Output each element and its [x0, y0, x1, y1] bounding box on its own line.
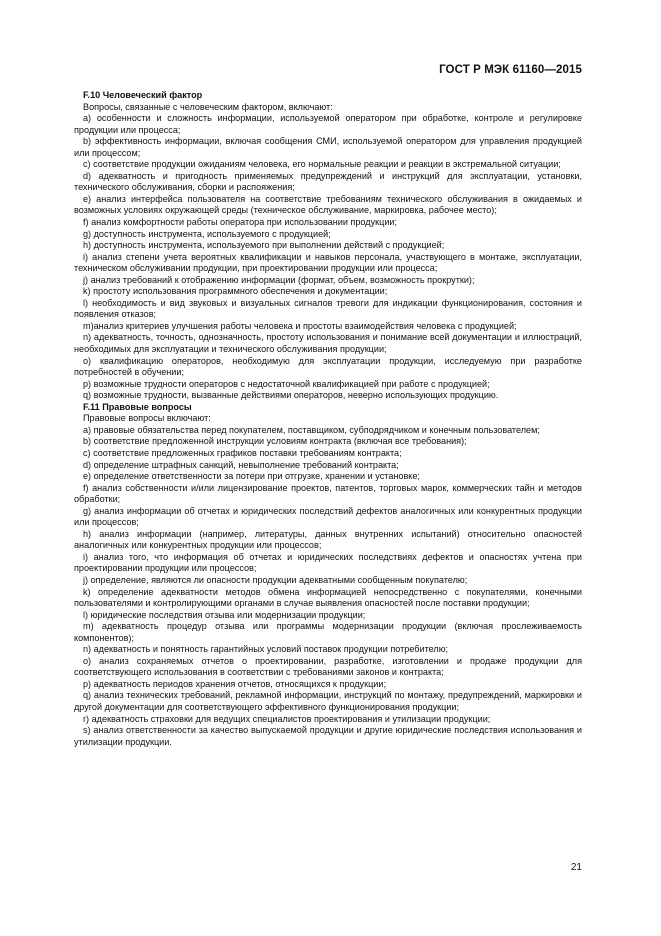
list-item: b) эффективность информации, включая сообщения СМИ, используемой оператором для управления продукцией или процессом; — [74, 136, 582, 158]
list-item: o) анализ сохраняемых отчетов о проектировании, разработке, изготовлении и продаже продукции для соответствующего использования в соответствии с требованиями законов и контракта; — [74, 655, 582, 678]
list-item: f) анализ собственности и/или лицензирование проектов, патентов, торговых марок, коммерческих тайн и методов обработки; — [74, 482, 582, 505]
list-item: p) адекватность периодов хранения отчетов, относящихся к продукции; — [83, 678, 386, 689]
list-item: i) анализ степени учета вероятных квалификации и навыков персонала, участвующего в монтаже, эксплуатации, техническом обслуживании продукции, при проектировании продукции или процесса; — [74, 251, 582, 274]
list-item: l) юридические последствия отзыва или модернизации продукции; — [83, 609, 366, 620]
list-item: g) анализ информации об отчетах и юридических последствий дефектов аналогичных или конкурентных продукции или процессов; — [74, 505, 582, 528]
list-item: i) анализ того, что информация об отчетах и юридических последствиях дефектов и опасностях учтена при проектировании продукции или процессов; — [74, 551, 582, 574]
list-item: o) квалификацию операторов, необходимую для эксплуатации продукции, исследуемую при разработке потребностей в обучении; — [74, 355, 582, 378]
section-title: F.10 Человеческий фактор — [83, 90, 203, 100]
list-item: d) определение штрафных санкций, невыполнение требований контракта; — [83, 459, 399, 470]
list-item: n) адекватность и понятность гарантийных условий поставок продукции потребителю; — [83, 644, 449, 655]
document-body — [74, 90, 582, 748]
list-item: c) соответствие продукции ожиданиям человека, его нормальные реакции и реакции в экстремальной ситуации; — [83, 159, 561, 170]
list-item: p) возможные трудности операторов с недостаточной квалификацией при работе с продукцией; — [83, 378, 490, 389]
list-item: q) возможные трудности, вызванные действиями операторов, неверно использующих продукцию. — [83, 390, 499, 401]
section-intro: Вопросы, связанные с человеческим фактором, включают: — [83, 101, 333, 112]
list-item: b) соответствие предложенной инструкции условиям контракта (включая все требования); — [83, 436, 467, 447]
list-item: q) анализ технических требований, рекламной информации, инструкций по монтажу, предупреждений, маркировки и другой документации для соответствующего эффективного функционирования продукции; — [74, 690, 582, 712]
list-item: m) адекватность процедур отзыва или программы модернизации продукции (включая прослеживаемость компонентов); — [74, 621, 582, 643]
standard-designation: ГОСТ Р МЭК 61160—2015 — [439, 64, 582, 76]
list-item: m)анализ критериев улучшения работы человека и простоты взаимодействия человека с продукцией; — [83, 320, 517, 331]
section-intro: Правовые вопросы включают: — [83, 413, 211, 424]
list-item: g) доступность инструмента, используемого с продукцией; — [83, 228, 331, 239]
list-item: j) определение, являются ли опасности продукции адекватными сообщенным покупателю; — [83, 574, 468, 585]
list-item: d) адекватность и пригодность применяемых предупреждений и инструкций для эксплуатации, установки, технического обслуживания, сборки и распояжения; — [74, 170, 582, 193]
list-item: n) адекватность, точность, однозначность, простоту использования и понимание всей документации и иллюстраций, необходимых для эксплуатации и технического обслуживания продукции; — [74, 332, 582, 355]
list-item: h) анализ информации (например, литературы, данных внутренних испытаний) относительно опасностей аналогичных или конкурентных продукции или процессов; — [74, 528, 582, 551]
list-item: h) доступность инструмента, используемого при выполнении действий с продукцией; — [83, 240, 445, 251]
list-item: l) необходимость и вид звуковых и визуальных сигналов тревоги для индикации функционирования, состояния и появления отказов; — [74, 297, 582, 320]
list-item: r) адекватность страховки для ведущих специалистов проектирования и утилизации продукции; — [83, 713, 491, 724]
list-item: s) анализ ответственности за качество выпускаемой продукции и другие юридические последствия использования и утилизации продукции. — [74, 725, 582, 747]
list-item: a) особенности и сложность информации, используемой оператором при обработке, контроле и регулировке продукции или процесса; — [74, 113, 582, 135]
page-number: 21 — [570, 862, 582, 873]
section-title: F.11 Правовые вопросы — [83, 401, 192, 412]
list-item: k) определение адекватности методов обмена информацией непосредственно с покупателями, конечными пользователями и контролирующими органами в случае выявления опасностей после поставки продукции; — [74, 586, 582, 609]
list-item: c) соответствие предложенных графиков поставки требованиям контракта; — [83, 447, 402, 458]
list-item: k) простоту использования программного обеспечения и документации; — [83, 286, 388, 297]
list-item: a) правовые обязательства перед покупателем, поставщиком, субподрядчиком и конечным пользователем; — [83, 424, 540, 435]
list-item: f) анализ комфортности работы оператора при использовании продукции; — [83, 217, 397, 228]
list-item: e) определение ответственности за потери при отгрузке, хранении и установке; — [83, 471, 420, 482]
list-item: e) анализ интерфейса пользователя на соответствие требованиям технического обслуживания в ожидаемых и возможных условиях окружающей среды (техническое обслуживание, маркировка, рабочее место); — [74, 193, 582, 216]
list-item: j) анализ требований к отображению информации (формат, объем, возможность прокрутки); — [83, 274, 475, 285]
